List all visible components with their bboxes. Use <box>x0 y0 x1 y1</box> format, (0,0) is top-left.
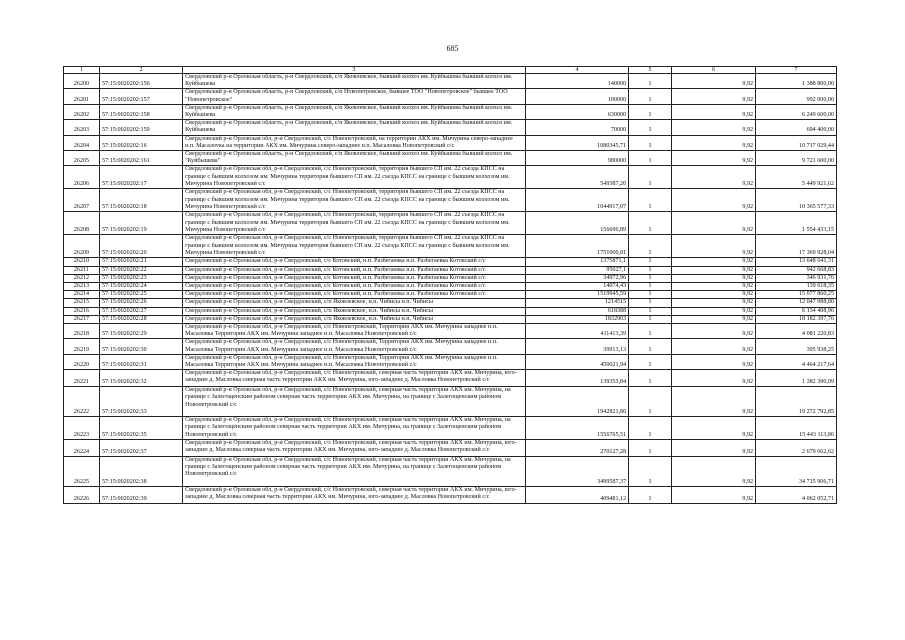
location-description-cell: Свердловский р-н Орловская область, р-н Свердловский, с/п Новопетровское, бывшее ТОО "Новопетровское" бывшее ТОО "Новопетровское" <box>183 89 526 104</box>
area-cell: 156696,89 <box>525 212 628 235</box>
column-header: 1 <box>64 67 100 74</box>
rate-cell: 9,92 <box>671 266 755 274</box>
area-cell: 39913,13 <box>525 339 628 354</box>
area-cell: 34972,96 <box>525 274 628 282</box>
area-cell: 450021,94 <box>525 354 628 369</box>
row-number-cell: 26214 <box>64 291 100 299</box>
area-cell: 1375871,1 <box>525 258 628 266</box>
cadastral-number-cell: 57:15:0020202:17 <box>99 166 182 189</box>
row-number-cell: 26207 <box>64 189 100 212</box>
count-cell: 1 <box>629 486 672 503</box>
table-row <box>64 299 837 307</box>
area-cell: 3499587,37 <box>525 456 628 486</box>
count-cell: 1 <box>629 104 672 119</box>
count-cell: 1 <box>629 212 672 235</box>
cadastral-number-cell: 57:15:0020202:26 <box>99 299 182 307</box>
cadastral-number-cell: 57:15:0020202:37 <box>99 439 182 456</box>
cadastral-number-cell: 57:15:0020202:35 <box>99 417 182 440</box>
row-number-cell: 26220 <box>64 354 100 369</box>
rate-cell: 9,92 <box>671 235 755 258</box>
location-description-cell: Свердловский р-н Орловская обл, р-н Свердловский, с/с Новопетровский, территория бывшего СП им. 22 съезда КПСС на границе с бывшим колхозом им. Мичурина территория бывшего СП им. 22 съезда КПСС на границе с бывшим колхозом им. Мичурина Новопетровский с/с <box>183 189 526 212</box>
location-description-cell: Свердловский р-н Орловская область, р-н Свердловский, с/п Яковлевское, бывший колхоз им. Куйбышева бывший колхоз им. Куйбышева <box>183 120 526 135</box>
rate-cell: 9,92 <box>671 456 755 486</box>
row-number-cell: 26218 <box>64 324 100 339</box>
row-number-cell: 26206 <box>64 166 100 189</box>
location-description-cell: Свердловский р-н Орловская область, р-н Свердловский, с/п Яковлевское, бывший колхоз им. Куйбышева бывший колхоз им. Куйбышева <box>183 74 526 89</box>
row-number-cell: 26223 <box>64 417 100 440</box>
value-cell: 4 062 052,71 <box>756 486 837 503</box>
location-description-cell: Свердловский р-н Орловская обл, р-н Свердловский, с/с Новопетровский, северная часть территории АКХ им. Мичурина, юго-западнее д. Масловка северная часть территории АКХ им. Мичурина, юго-западнее д. Масловка Новопетровский с/с <box>183 439 526 456</box>
value-cell: 19 272 792,85 <box>756 387 837 417</box>
table-row <box>64 315 837 323</box>
value-cell: 12 047 988,80 <box>756 299 837 307</box>
table-row <box>64 274 837 282</box>
cadastral-number-cell: 57:15:0020202:28 <box>99 315 182 323</box>
count-cell: 1 <box>629 387 672 417</box>
value-cell: 17 369 928,04 <box>756 235 837 258</box>
count-cell: 1 <box>629 151 672 166</box>
row-number-cell: 26211 <box>64 266 100 274</box>
location-description-cell: Свердловский р-н Орловская обл, р-н Свердловский, с/с Новопетровский, северная часть территории АКХ им. Мичурина, юго-западнее д. Масловка северная часть территории АКХ им. Мичурина, юго-западнее д. Масловка Новопетровский с/с <box>183 486 526 503</box>
cadastral-number-cell: 57:15:0020202:16 <box>99 135 182 150</box>
row-number-cell: 26215 <box>64 299 100 307</box>
column-header: 6 <box>671 67 755 74</box>
location-description-cell: Свердловский р-н Орловская обл, р-н Свердловский, с/с Новопетровский, Территория АКХ им. Мичурина западнее н.п. Масаловка Территория АКХ им. Мичурина западнее н.п. Масаловка Новопетровский с/с <box>183 354 526 369</box>
column-header: 5 <box>629 67 672 74</box>
table-row <box>64 291 837 299</box>
rate-cell: 9,92 <box>671 417 755 440</box>
land-parcel-table <box>63 66 837 504</box>
value-cell: 10 717 029,44 <box>756 135 837 150</box>
count-cell: 1 <box>629 315 672 323</box>
value-cell: 942 668,83 <box>756 266 837 274</box>
value-cell: 9 721 600,00 <box>756 151 837 166</box>
area-cell: 630000 <box>525 104 628 119</box>
value-cell: 2 679 662,62 <box>756 439 837 456</box>
cadastral-number-cell: 57:15:0020202:24 <box>99 283 182 291</box>
location-description-cell: Свердловский р-н Орловская обл, р-н Свердловский, с/с Котовский, н.п. Разбегаевка н.п. Разбегаевка Котовский с/с <box>183 291 526 299</box>
count-cell: 1 <box>629 274 672 282</box>
count-cell: 1 <box>629 235 672 258</box>
table-row <box>64 166 837 189</box>
row-number-cell: 26226 <box>64 486 100 503</box>
cadastral-number-cell: 57:15:0020202:32 <box>99 370 182 387</box>
area-cell: 1556765,51 <box>525 417 628 440</box>
value-cell: 5 449 921,62 <box>756 166 837 189</box>
cadastral-number-cell: 57:15:0020202:21 <box>99 258 182 266</box>
cadastral-number-cell: 57:15:0020202:22 <box>99 266 182 274</box>
row-number-cell: 26222 <box>64 387 100 417</box>
cadastral-number-cell: 57:15:0020202:158 <box>99 104 182 119</box>
area-cell: 1519945,59 <box>525 291 628 299</box>
row-number-cell: 26201 <box>64 89 100 104</box>
row-number-cell: 26200 <box>64 74 100 89</box>
count-cell: 1 <box>629 120 672 135</box>
location-description-cell: Свердловский р-н Орловская область, р-н Свердловский, с/п Яковлевское, бывший колхоз им. Куйбышева бывший колхоз им. "Куйбышева" <box>183 151 526 166</box>
table-row <box>64 74 837 89</box>
value-cell: 6 249 600,00 <box>756 104 837 119</box>
area-cell: 618388 <box>525 307 628 315</box>
count-cell: 1 <box>629 166 672 189</box>
area-cell: 100000 <box>525 89 628 104</box>
cadastral-number-cell: 57:15:0020202:38 <box>99 456 182 486</box>
count-cell: 1 <box>629 370 672 387</box>
rate-cell: 9,92 <box>671 387 755 417</box>
value-cell: 992 000,00 <box>756 89 837 104</box>
value-cell: 694 400,00 <box>756 120 837 135</box>
area-cell: 549387,26 <box>525 166 628 189</box>
value-cell: 15 443 113,86 <box>756 417 837 440</box>
count-cell: 1 <box>629 135 672 150</box>
table-row <box>64 212 837 235</box>
count-cell: 1 <box>629 324 672 339</box>
row-number-cell: 26225 <box>64 456 100 486</box>
area-cell: 1942821,86 <box>525 387 628 417</box>
table-row <box>64 439 837 456</box>
location-description-cell: Свердловский р-н Орловская обл, р-н Свердловский, с/с Новопетровский, северная часть территории АКХ им. Мичурина, на границе с Залегощенским районом северная часть территории АКХ им. Мичурина, на границе с Залегощенским районом Новопетровский с/с <box>183 417 526 440</box>
table-row <box>64 339 837 354</box>
location-description-cell: Свердловский р-н Орловская обл, р-н Свердловский, с/с Новопетровский, северная часть территории АКХ им. Мичурина, на границе с Залегощенским районом северная часть территории АКХ им. Мичурина, на границе с Залегощенским районом Новопетровский с/с <box>183 456 526 486</box>
table-row <box>64 370 837 387</box>
area-cell: 70000 <box>525 120 628 135</box>
table-row <box>64 417 837 440</box>
count-cell: 1 <box>629 89 672 104</box>
rate-cell: 9,92 <box>671 307 755 315</box>
cadastral-number-cell: 57:15:0020202:161 <box>99 151 182 166</box>
row-number-cell: 26208 <box>64 212 100 235</box>
row-number-cell: 26202 <box>64 104 100 119</box>
rate-cell: 9,92 <box>671 291 755 299</box>
cadastral-number-cell: 57:15:0020202:18 <box>99 189 182 212</box>
rate-cell: 9,92 <box>671 189 755 212</box>
count-cell: 1 <box>629 266 672 274</box>
value-cell: 34 715 906,71 <box>756 456 837 486</box>
cadastral-number-cell: 57:15:0020202:33 <box>99 387 182 417</box>
area-cell: 139353,84 <box>525 370 628 387</box>
location-description-cell: Свердловский р-н Орловская обл, р-н Свердловский, с/с Новопетровский, Территория АКХ им. Мичурина западнее н.п. Масаловка Территория АКХ им. Мичурина западнее н.п. Масаловка Новопетровский с/с <box>183 324 526 339</box>
table-row <box>64 486 837 503</box>
value-cell: 395 938,25 <box>756 339 837 354</box>
location-description-cell: Свердловский р-н Орловская обл, р-н Свердловский, с/с Новопетровский, территория бывшего СП им. 22 съезда КПСС на границе с бывшим колхозом им. Мичурина территория бывшего СП им. 22 съезда КПСС на границе с бывшим колхозом им. Мичурина Новопетровский с/с <box>183 212 526 235</box>
location-description-cell: Свердловский р-н Орловская обл, р-н Свердловский, с/с Новопетровский, Территория АКХ им. Мичурина западнее н.п. Масаловка Территория АКХ им. Мичурина западнее н.п. Масаловка Новопетровский с/с <box>183 339 526 354</box>
rate-cell: 9,92 <box>671 212 755 235</box>
count-cell: 1 <box>629 417 672 440</box>
area-cell: 140000 <box>525 74 628 89</box>
location-description-cell: Свердловский р-н Орловская обл, р-н Свердловский, с/с Новопетровский, на территории АКХ им. Мичурина северо-западнее н.п. Масалovка на территории АКХ им. Мичурина северо-западнее н.п. Масаловка Новопетровский с/с <box>183 135 526 150</box>
count-cell: 1 <box>629 258 672 266</box>
cadastral-number-cell: 57:15:0020202:30 <box>99 339 182 354</box>
count-cell: 1 <box>629 339 672 354</box>
row-number-cell: 26216 <box>64 307 100 315</box>
cadastral-number-cell: 57:15:0020202:27 <box>99 307 182 315</box>
row-number-cell: 26204 <box>64 135 100 150</box>
rate-cell: 9,92 <box>671 324 755 339</box>
cadastral-number-cell: 57:15:0020202:159 <box>99 120 182 135</box>
column-header: 7 <box>756 67 837 74</box>
rate-cell: 9,92 <box>671 135 755 150</box>
rate-cell: 9,92 <box>671 258 755 266</box>
area-cell: 409481,12 <box>525 486 628 503</box>
location-description-cell: Свердловский р-н Орловская обл, р-н Свердловский, с/п Яковлевское, н.п. Чибисы н.п. Чибисы <box>183 307 526 315</box>
count-cell: 1 <box>629 189 672 212</box>
location-description-cell: Свердловский р-н Орловская обл, р-н Свердловский, с/с Новопетровский, северная часть территории АКХ им. Мичурина, юго-западнее д. Масловка северная часть территории АКХ им. Мичурина, юго-западнее д. Масловка Новопетровский с/с <box>183 370 526 387</box>
value-cell: 139 618,35 <box>756 283 837 291</box>
row-number-cell: 26217 <box>64 315 100 323</box>
row-number-cell: 26212 <box>64 274 100 282</box>
table-row <box>64 387 837 417</box>
rate-cell: 9,92 <box>671 439 755 456</box>
location-description-cell: Свердловский р-н Орловская обл, р-н Свердловский, с/п Яковлевское, н.п. Чибисы н.п. Чибисы <box>183 315 526 323</box>
column-header: 2 <box>99 67 182 74</box>
table-row <box>64 456 837 486</box>
rate-cell: 9,92 <box>671 104 755 119</box>
table-row <box>64 104 837 119</box>
table-row <box>64 151 837 166</box>
area-cell: 14074,43 <box>525 283 628 291</box>
rate-cell: 9,92 <box>671 89 755 104</box>
value-cell: 4 464 217,64 <box>756 354 837 369</box>
value-cell: 4 081 220,83 <box>756 324 837 339</box>
table-row <box>64 89 837 104</box>
table-row <box>64 307 837 315</box>
rate-cell: 9,92 <box>671 315 755 323</box>
rate-cell: 9,92 <box>671 74 755 89</box>
cadastral-number-cell: 57:15:0020202:23 <box>99 274 182 282</box>
header-row <box>64 67 837 74</box>
count-cell: 1 <box>629 74 672 89</box>
area-cell: 1214515 <box>525 299 628 307</box>
cadastral-number-cell: 57:15:0020202:20 <box>99 235 182 258</box>
area-cell: 95027,1 <box>525 266 628 274</box>
count-cell: 1 <box>629 299 672 307</box>
value-cell: 13 648 641,31 <box>756 258 837 266</box>
area-cell: 1751000,81 <box>525 235 628 258</box>
cadastral-number-cell: 57:15:0020202:25 <box>99 291 182 299</box>
table-row <box>64 354 837 369</box>
row-number-cell: 26203 <box>64 120 100 135</box>
rate-cell: 9,92 <box>671 120 755 135</box>
value-cell: 346 931,76 <box>756 274 837 282</box>
area-cell: 1044917,07 <box>525 189 628 212</box>
location-description-cell: Свердловский р-н Орловская обл, р-н Свердловский, с/с Котовский, н.п. Разбегаевка н.п. Разбегаевка Котовский с/с <box>183 274 526 282</box>
table-row <box>64 324 837 339</box>
row-number-cell: 26205 <box>64 151 100 166</box>
value-cell: 10 365 577,33 <box>756 189 837 212</box>
rate-cell: 9,92 <box>671 339 755 354</box>
cadastral-number-cell: 57:15:0020202:31 <box>99 354 182 369</box>
column-header: 3 <box>183 67 526 74</box>
area-cell: 980000 <box>525 151 628 166</box>
table-row <box>64 283 837 291</box>
table-row <box>64 189 837 212</box>
location-description-cell: Свердловский р-н Орловская обл, р-н Свердловский, с/с Котовский, н.п. Разбегаевка н.п. Разбегаевка Котовский с/с <box>183 283 526 291</box>
rate-cell: 9,92 <box>671 354 755 369</box>
count-cell: 1 <box>629 456 672 486</box>
count-cell: 1 <box>629 291 672 299</box>
cadastral-number-cell: 57:15:0020202:29 <box>99 324 182 339</box>
location-description-cell: Свердловский р-н Орловская обл, р-н Свердловский, с/с Котовский, н.п. Разбегаевка н.п. Разбегаевка Котовский с/с <box>183 258 526 266</box>
rate-cell: 9,92 <box>671 486 755 503</box>
location-description-cell: Свердловский р-н Орловская обл, р-н Свердловский, с/с Новопетровский, северная часть территории АКХ им. Мичурина, на границе с Залегощенским районом северная часть территории АКХ им. Мичурина, на границе с Залегощенским районом Новопетровский с/с <box>183 387 526 417</box>
row-number-cell: 26219 <box>64 339 100 354</box>
column-header: 4 <box>525 67 628 74</box>
rate-cell: 9,92 <box>671 370 755 387</box>
count-cell: 1 <box>629 354 672 369</box>
location-description-cell: Свердловский р-н Орловская обл, р-н Свердловский, с/с Котовский, н.п. Разбегаевка н.п. Разбегаевка Котовский с/с <box>183 266 526 274</box>
cadastral-number-cell: 57:15:0020202:39 <box>99 486 182 503</box>
table-row <box>64 120 837 135</box>
value-cell: 1 382 390,09 <box>756 370 837 387</box>
location-description-cell: Свердловский р-н Орловская обл, р-н Свердловский, с/с Новопетровский, территория бывшего СП им. 22 съезда КПСС на границе с бывшим колхозом им. Мичурина территория бывшего СП им. 22 съезда КПСС на границе с бывшим колхозом им. Мичурина Новопетровский с/с <box>183 166 526 189</box>
rate-cell: 9,92 <box>671 274 755 282</box>
table-row <box>64 235 837 258</box>
row-number-cell: 26224 <box>64 439 100 456</box>
area-cell: 1080345,71 <box>525 135 628 150</box>
cadastral-number-cell: 57:15:0020202:19 <box>99 212 182 235</box>
cadastral-number-cell: 57:15:0020202:157 <box>99 89 182 104</box>
table-row <box>64 258 837 266</box>
row-number-cell: 26209 <box>64 235 100 258</box>
rate-cell: 9,92 <box>671 299 755 307</box>
rate-cell: 9,92 <box>671 283 755 291</box>
area-cell: 411413,39 <box>525 324 628 339</box>
cadastral-number-cell: 57:15:0020202:156 <box>99 74 182 89</box>
row-number-cell: 26213 <box>64 283 100 291</box>
location-description-cell: Свердловский р-н Орловская обл, р-н Свердловский, с/с Новопетровский, территория бывшего СП им. 22 съезда КПСС на границе с бывшим колхозом им. Мичурина территория бывшего СП им. 22 съезда КПСС на границе с бывшим колхозом им. Мичурина Новопетровский с/с <box>183 235 526 258</box>
area-cell: 1832903 <box>525 315 628 323</box>
count-cell: 1 <box>629 283 672 291</box>
area-cell: 270127,28 <box>525 439 628 456</box>
value-cell: 6 134 408,96 <box>756 307 837 315</box>
rate-cell: 9,92 <box>671 151 755 166</box>
count-cell: 1 <box>629 439 672 456</box>
value-cell: 1 554 433,15 <box>756 212 837 235</box>
value-cell: 1 388 800,00 <box>756 74 837 89</box>
page-number: 685 <box>446 44 459 53</box>
location-description-cell: Свердловский р-н Орловская область, р-н Свердловский, с/п Яковлевское, бывший колхоз им. Куйбышева бывший колхоз им. Куйбышева <box>183 104 526 119</box>
table-row <box>64 266 837 274</box>
row-number-cell: 26210 <box>64 258 100 266</box>
value-cell: 15 077 860,25 <box>756 291 837 299</box>
value-cell: 18 182 397,76 <box>756 315 837 323</box>
row-number-cell: 26221 <box>64 370 100 387</box>
location-description-cell: Свердловский р-н Орловская обл, р-н Свердловский, с/п Яковлевское, н.п. Чибисы н.п. Чибисы <box>183 299 526 307</box>
count-cell: 1 <box>629 307 672 315</box>
rate-cell: 9,92 <box>671 166 755 189</box>
table-row <box>64 135 837 150</box>
